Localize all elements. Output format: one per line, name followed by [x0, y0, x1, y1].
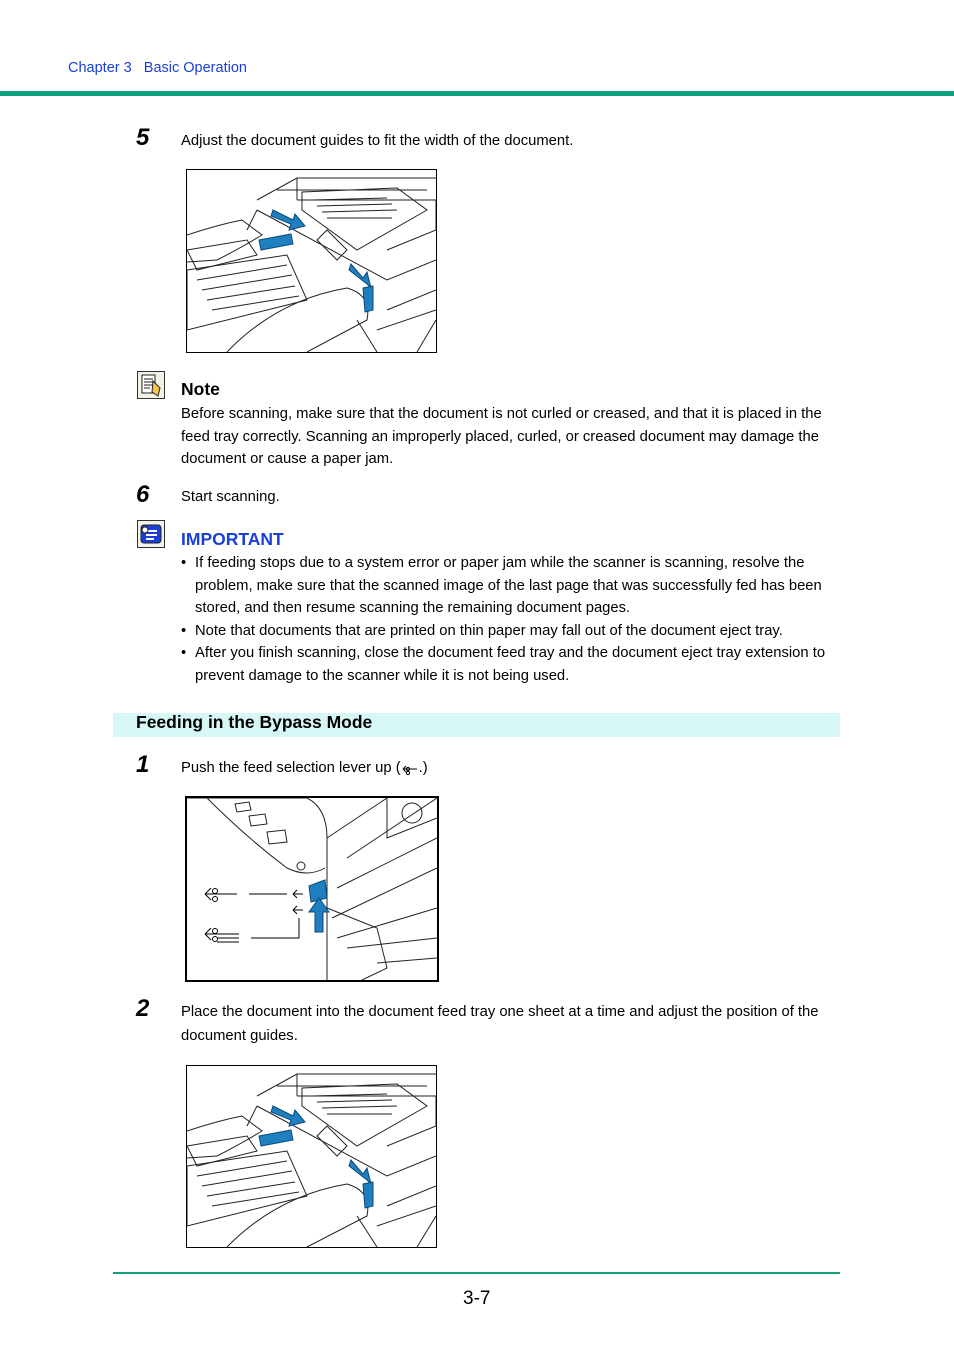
note-title: Note [181, 379, 220, 399]
chapter-label: Chapter 3 [68, 60, 132, 76]
list-item: • After you finish scanning, close the document feed tray and the document eject tray extension to prevent damage to the scanner while it is not being used. [181, 642, 841, 687]
list-item: • Note that documents that are printed on thin paper may fall out of the document eject tray. [181, 620, 841, 643]
important-list [181, 552, 841, 687]
list-item: • If feeding stops due to a system error or paper jam while the scanner is scanning, resolve the problem, make sure that the scanned image of the last page that was successfully fed has been stored, and then resume scanning the remaining document pages. [181, 552, 841, 620]
step-text: Push the feed selection lever up ( .) [181, 760, 428, 776]
illustration-document-guides [186, 169, 437, 353]
footer-rule [113, 1272, 840, 1274]
section-title: Feeding in the Bypass Mode [136, 712, 373, 732]
step-number: 2 [136, 995, 150, 1022]
note-text: Before scanning, make sure that the document is not curled or creased, and that it is placed in the feed tray correctly. Scanning an improperly placed, curled, or creased document may damage the document or cause a paper jam. [181, 406, 822, 467]
step-text: Adjust the document guides to fit the width of the document. [181, 133, 574, 149]
header-rule [0, 91, 954, 96]
important-icon [137, 520, 165, 548]
chapter-title: Basic Operation [143, 60, 247, 76]
note-icon [137, 371, 165, 399]
page-number: 3-7 [463, 1288, 491, 1309]
running-header [68, 60, 247, 76]
illustration-feed-selection-lever [185, 796, 439, 982]
important-title: IMPORTANT [181, 529, 284, 549]
step-text: Start scanning. [181, 489, 280, 505]
step-number: 1 [136, 751, 150, 778]
step-number: 6 [136, 481, 150, 508]
step-text: Place the document into the document feed tray one sheet at a time and adjust the position of the document guides. [181, 1004, 819, 1044]
step-number: 5 [136, 124, 150, 151]
illustration-place-document [186, 1065, 437, 1248]
bypass-feed-icon [401, 762, 419, 774]
